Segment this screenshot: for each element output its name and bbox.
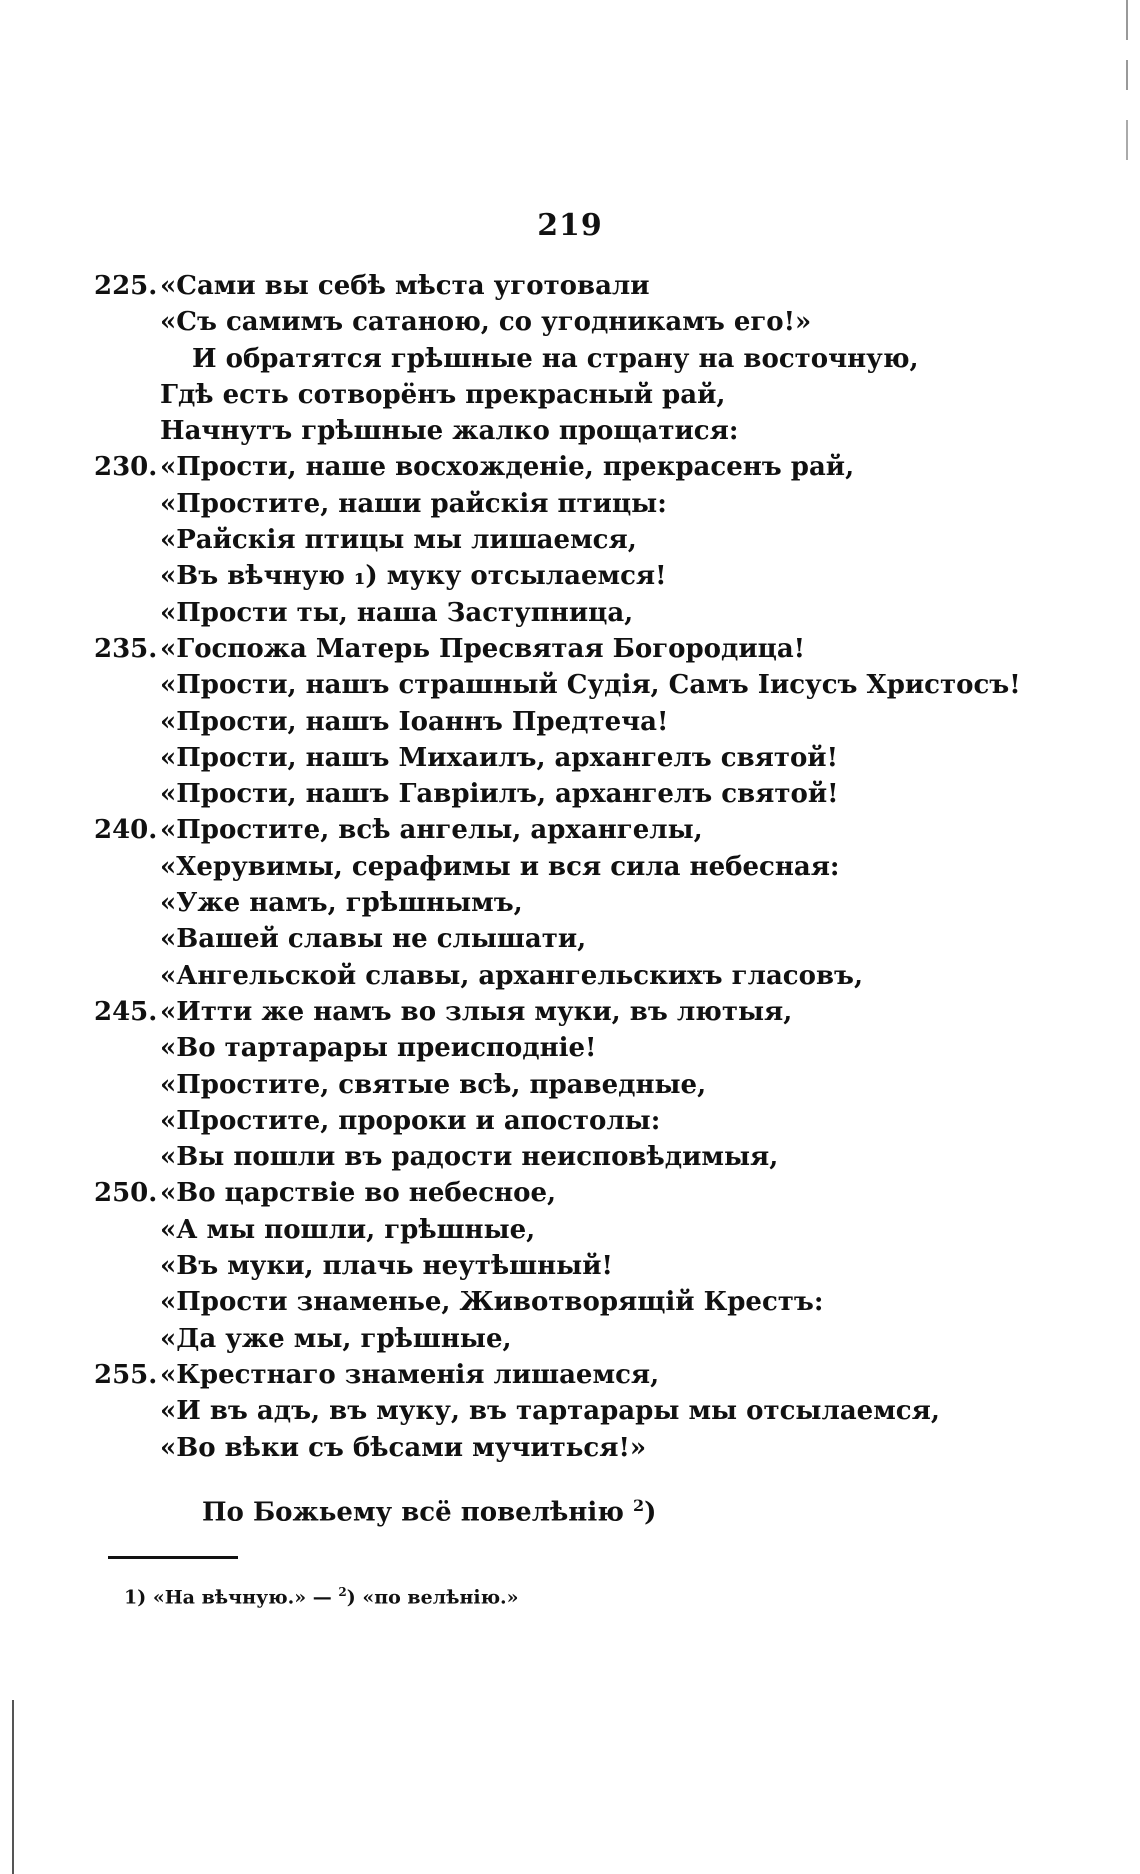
verse-line bbox=[0, 1357, 1140, 1393]
verse-line bbox=[0, 1212, 1140, 1248]
verse-line bbox=[0, 1067, 1140, 1103]
verse-text: «Ангельской славы, архангельскихъ гласовъ, bbox=[160, 960, 864, 991]
verse-text: «Простите, наши райскія птицы: bbox=[160, 488, 667, 519]
verse-text: «А мы пошли, грѣшные, bbox=[160, 1214, 536, 1245]
footnote bbox=[124, 1585, 519, 1608]
verse-text: И обратятся грѣшные на страну на восточную, bbox=[192, 343, 919, 374]
verse-text: «Простите, святые всѣ, праведные, bbox=[160, 1069, 707, 1100]
verse-line bbox=[0, 558, 1140, 594]
line-number: 240. bbox=[94, 815, 158, 846]
verse-line bbox=[0, 341, 1140, 377]
verse-text: «Простите, всѣ ангелы, архангелы, bbox=[160, 815, 703, 846]
verse-text: «Уже намъ, грѣшнымъ, bbox=[160, 888, 523, 919]
closing-line bbox=[202, 1496, 656, 1528]
verse-text: «Итти же намъ во злыя муки, въ лютыя, bbox=[160, 996, 793, 1027]
verse-line bbox=[0, 740, 1140, 776]
page-number: 219 bbox=[537, 208, 603, 243]
verse-text: «Крестнаго знаменія лишаемся, bbox=[160, 1359, 660, 1390]
verse-line bbox=[0, 1030, 1140, 1066]
verse-line bbox=[0, 812, 1140, 848]
line-number: 230. bbox=[94, 452, 158, 483]
line-number: 225. bbox=[94, 271, 158, 301]
verse-line bbox=[0, 704, 1140, 740]
verse-line bbox=[0, 1103, 1140, 1139]
verse-line bbox=[0, 595, 1140, 631]
verse-line bbox=[0, 486, 1140, 522]
verse-text: «Да уже мы, грѣшные, bbox=[160, 1323, 512, 1354]
verse-line bbox=[0, 1430, 1140, 1466]
verse-text: «Прости знаменье, Животворящій Крестъ: bbox=[160, 1287, 824, 1318]
line-number: 255. bbox=[94, 1359, 158, 1390]
verse-text: «Госпожа Матерь Пресвятая Богородица! bbox=[160, 633, 806, 664]
verse-line bbox=[0, 1321, 1140, 1357]
scan-edge-mark bbox=[1126, 0, 1128, 200]
verse-text: «Райскія птицы мы лишаемся, bbox=[160, 525, 637, 556]
verse-line bbox=[0, 304, 1140, 340]
verse-text: «Прости, нашъ Михаилъ, архангелъ святой! bbox=[160, 742, 839, 773]
verse-line bbox=[0, 849, 1140, 885]
verse-line bbox=[0, 885, 1140, 921]
verse-text: «И въ адъ, въ муку, въ тартарары мы отсылаемся, bbox=[160, 1396, 940, 1427]
footnote-text-1: «На вѣчную.» — bbox=[152, 1586, 332, 1609]
verse-line bbox=[0, 1248, 1140, 1284]
verse-line bbox=[0, 1393, 1140, 1429]
verse-text: «Съ самимъ сатаною, со угодникамъ его!» bbox=[160, 307, 812, 338]
footnote-text-2: ) «по велѣнію.» bbox=[346, 1586, 519, 1609]
closing-text: По Божьему всё повелѣнію bbox=[202, 1497, 624, 1528]
verse-text: «Во царствіе во небесное, bbox=[160, 1178, 557, 1209]
verse-line bbox=[0, 921, 1140, 957]
verse-text: «Прости, нашъ страшный Судія, Самъ Іисусъ Христосъ! bbox=[160, 670, 1021, 701]
verse-text: «Сами вы себѣ мѣста уготовали bbox=[160, 271, 650, 301]
line-number: 245. bbox=[94, 996, 158, 1027]
verse-line bbox=[0, 1139, 1140, 1175]
verse-block bbox=[0, 268, 1140, 1466]
verse-line bbox=[0, 667, 1140, 703]
verse-text: «Вашей славы не слышати, bbox=[160, 924, 587, 955]
verse-text: «Прости ты, наша Заступница, bbox=[160, 597, 634, 628]
verse-line bbox=[0, 1175, 1140, 1211]
verse-text: «Херувимы, серафимы и вся сила небесная: bbox=[160, 851, 840, 882]
verse-text: «Во вѣки съ бѣсами мучиться!» bbox=[160, 1432, 647, 1463]
verse-line bbox=[0, 413, 1140, 449]
line-number: 250. bbox=[94, 1178, 158, 1209]
verse-text: «Прости, нашъ Гавріилъ, архангелъ святой! bbox=[160, 779, 839, 810]
verse-text: «Во тартарары преисподніе! bbox=[160, 1033, 597, 1064]
verse-text: Гдѣ есть сотворёнъ прекрасный рай, bbox=[160, 379, 726, 410]
verse-text: «Въ муки, плачь неутѣшный! bbox=[160, 1251, 613, 1282]
footnote-ref: 2 bbox=[632, 1496, 645, 1515]
verse-line bbox=[0, 994, 1140, 1030]
footnote-mark-2: 2 bbox=[338, 1585, 347, 1599]
verse-line bbox=[0, 522, 1140, 558]
footnote-rule bbox=[108, 1556, 238, 1559]
verse-line bbox=[0, 958, 1140, 994]
footnote-mark-1: 1) bbox=[124, 1586, 147, 1609]
verse-text: «Вы пошли въ радости неисповѣдимыя, bbox=[160, 1142, 779, 1173]
footnote-ref-paren: ) bbox=[644, 1497, 657, 1528]
line-number: 235. bbox=[94, 633, 158, 664]
verse-line bbox=[0, 631, 1140, 667]
verse-line bbox=[0, 377, 1140, 413]
verse-text: «Въ вѣчную ₁) муку отсылаемся! bbox=[160, 561, 667, 592]
verse-line bbox=[0, 776, 1140, 812]
scan-edge-mark bbox=[12, 1700, 14, 1874]
verse-line bbox=[0, 268, 1140, 304]
verse-line bbox=[0, 1284, 1140, 1320]
verse-text: «Простите, пророки и апостолы: bbox=[160, 1105, 661, 1136]
verse-line bbox=[0, 449, 1140, 485]
verse-text: Начнутъ грѣшные жалко прощатися: bbox=[160, 416, 739, 447]
verse-text: «Прости, наше восхожденіе, прекрасенъ рай, bbox=[160, 452, 855, 483]
verse-text: «Прости, нашъ Іоаннъ Предтеча! bbox=[160, 706, 669, 737]
